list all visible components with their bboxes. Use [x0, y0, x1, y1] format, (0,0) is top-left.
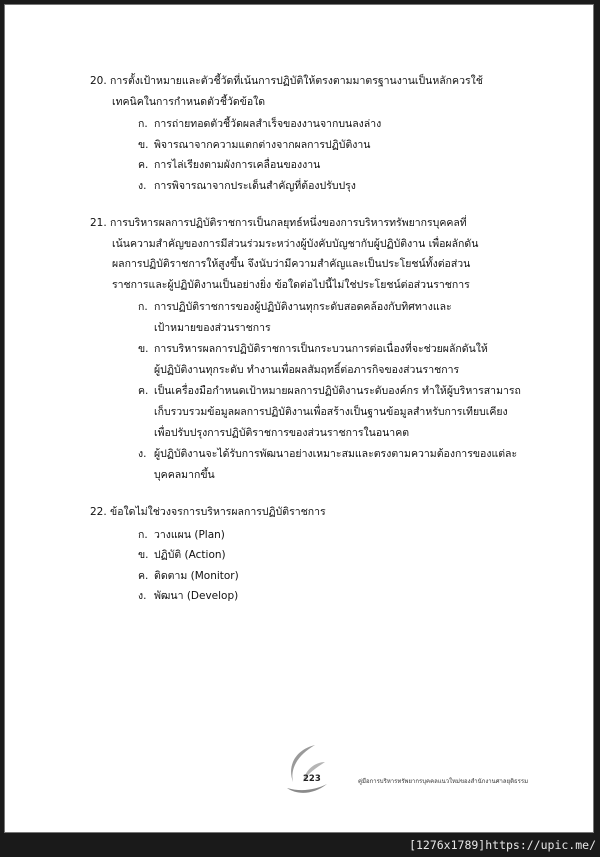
option-letter: ค. — [138, 159, 149, 171]
stem-line: ราชการและผู้ปฏิบัติงานเป็นอย่างยิ่ง ข้อใดต่อไปนี้ไม่ใช่ประโยชน์ต่อส่วนราชการ — [112, 278, 470, 291]
option-text: การบริหารผลการปฏิบัติราชการเป็นกระบวนการต่อเนื่องที่จะช่วยผลักดันให้ — [154, 343, 488, 355]
question-number: 20. — [90, 75, 107, 87]
option-text: เพื่อปรับปรุงการปฏิบัติราชการของส่วนราชการในอนาคต — [154, 427, 410, 439]
option-text: การปฏิบัติราชการของผู้ปฏิบัติงานทุกระดับสอดคล้องกับทิศทางและ — [154, 301, 452, 313]
page-number: 223 — [303, 774, 321, 784]
question-stem — [90, 213, 530, 295]
option-d — [90, 586, 530, 607]
option-letter: ง. — [138, 448, 147, 460]
option-letter: ข. — [138, 549, 149, 561]
question-20 — [90, 71, 530, 196]
option-letter: ค. — [138, 385, 149, 397]
option-a — [90, 525, 530, 546]
option-text: ติดตาม (Monitor) — [154, 569, 239, 582]
option-text: ปฏิบัติ (Action) — [154, 549, 226, 561]
question-22 — [90, 502, 530, 607]
document-page — [4, 4, 594, 833]
option-d — [90, 444, 530, 486]
option-b — [90, 339, 530, 381]
question-21 — [90, 213, 530, 486]
stem-line: ข้อใดไม่ใช่วงจรการบริหารผลการปฏิบัติราชการ — [110, 506, 326, 518]
footer-title: คู่มือการบริหารทรัพยากรบุคคลแนวใหม่ของสำนักงานศาลยุติธรรม — [358, 778, 529, 785]
option-b — [90, 135, 530, 156]
image-watermark: [1276x1789]https://upic.me/ — [409, 838, 596, 852]
option-text: การพิจารณาจากประเด็นสำคัญที่ต้องปรับปรุง — [154, 179, 356, 192]
stem-line: ผลการปฏิบัติราชการให้สูงขึ้น จึงนับว่ามีความสำคัญและเป็นประโยชน์ทั้งต่อส่วน — [112, 258, 471, 270]
stem-line: การบริหารผลการปฏิบัติราชการเป็นกลยุทธ์หนึ่งของการบริหารทรัพยากรบุคคลที่ — [110, 217, 467, 229]
option-letter: ข. — [138, 343, 149, 355]
swoosh-logo-icon — [281, 742, 333, 796]
option-a — [90, 114, 530, 135]
option-text: ผู้ปฏิบัติงานทุกระดับ ทำงานเพื่อผลสัมฤทธิ์ต่อภารกิจของส่วนราชการ — [154, 364, 460, 376]
question-number: 22. — [90, 506, 107, 518]
option-text: พิจารณาจากความแตกต่างจากผลการปฏิบัติงาน — [154, 138, 371, 151]
question-stem — [90, 502, 530, 523]
stem-line: การตั้งเป้าหมายและตัวชี้วัดที่เน้นการปฏิบัติให้ตรงตามมาตรฐานงานเป็นหลักควรใช้ — [110, 75, 483, 87]
option-letter: ง. — [138, 179, 147, 192]
stem-line: เน้นความสำคัญของการมีส่วนร่วมระหว่างผู้บังคับบัญชากับผู้ปฏิบัติงาน เพื่อผลักดัน — [112, 237, 479, 250]
option-text: การไล่เรียงตามผังการเคลื่อนของงาน — [154, 159, 321, 171]
option-d — [90, 176, 530, 197]
option-c — [90, 155, 530, 176]
option-letter: ก. — [138, 528, 148, 541]
option-text: บุคคลมากขึ้น — [154, 469, 215, 481]
option-text: การถ่ายทอดตัวชี้วัดผลสำเร็จของงานจากบนลงล่าง — [154, 118, 382, 130]
option-b — [90, 545, 530, 566]
option-letter: ก. — [138, 301, 148, 313]
question-stem — [90, 71, 530, 112]
option-letter: ข. — [138, 138, 149, 151]
option-text: เป้าหมายของส่วนราชการ — [154, 322, 271, 334]
option-letter: ค. — [138, 569, 149, 582]
option-letter: ก. — [138, 118, 148, 130]
question-number: 21. — [90, 217, 107, 229]
option-text: พัฒนา (Develop) — [154, 590, 239, 602]
option-text: เก็บรวบรวมข้อมูลผลการปฏิบัติงานเพื่อสร้างเป็นฐานข้อมูลสำหรับการเทียบเคียง — [154, 406, 508, 418]
option-letter: ง. — [138, 590, 147, 602]
option-c — [90, 566, 530, 587]
stem-line: เทคนิคในการกำหนดตัวชี้วัดข้อใด — [112, 95, 266, 108]
option-text: ผู้ปฏิบัติงานจะได้รับการพัฒนาอย่างเหมาะสมและตรงตามความต้องการของแต่ละ — [154, 448, 518, 460]
option-text: เป็นเครื่องมือกำหนดเป้าหมายผลการปฏิบัติงานระดับองค์กร ทำให้ผู้บริหารสามารถ — [154, 385, 521, 397]
option-a — [90, 297, 530, 339]
option-c — [90, 381, 530, 444]
option-text: วางแผน (Plan) — [154, 528, 225, 541]
